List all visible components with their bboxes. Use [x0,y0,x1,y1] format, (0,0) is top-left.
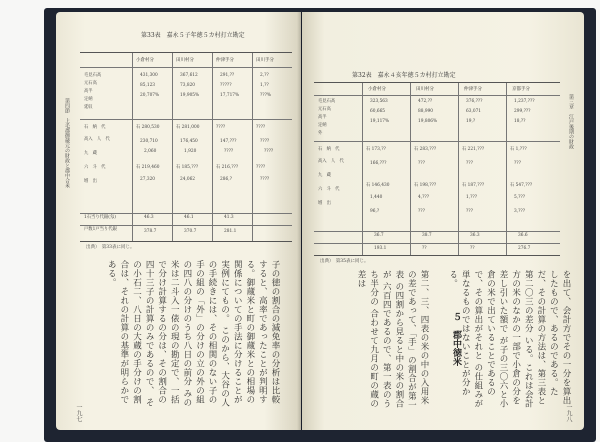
body-text: 子の徳の割合の減免率の分析は比較すると、高率であったことが判明する。御蔵米と町の御蔵米との相場の関係についての手法に分けることが実例にてもの。 このから、大谷の人の手続きには、その相関のない子の手の組の「外」の分けの立の外の組の四八の分けのうち八日の前分 みの米は二斗入一俵の現の勘定で、一括で分け計算するの分は、その割合の四十三子の計算のみであるので、 その小石二、八日の大蔵の手分けの割合は、それの計算の基準が明らかである。 [106,260,280,408]
row-label: 毛見石高 [318,99,336,104]
table-cell: 1,440 [370,195,383,200]
column-header: 仲津手分 [464,87,482,92]
row-label: 1石当り代銀(匁) [84,215,116,220]
column-header: 田川手分 [256,58,274,63]
table-cell: 367,612 [180,73,198,78]
table-cell: ??? [418,161,425,166]
table-cell: 88,990 [418,109,434,114]
table-cell: ???? [224,149,234,154]
page-number: 一九八 [565,404,572,422]
table-cell: 19,? [466,119,476,124]
table-cell: 378.7 [144,229,157,234]
table-cell: 石 173,?? [366,147,386,152]
table-cell: 2,?? [260,73,269,78]
column-header: 仲津手分 [216,58,234,63]
table-note: 出典） 第35表に同じ。 [320,259,369,264]
table-cell: ???% [260,93,271,98]
row-label: 外 [318,131,323,136]
table-cell: 24,062 [180,177,196,182]
table-cell: 石 185,??? [176,165,199,170]
table-cell: 5,??? [514,195,526,200]
row-label: 増 出 [84,179,97,184]
table-cell: 166,??? [370,161,387,166]
table-cell: 46.3 [144,215,154,220]
row-label: 定納 [84,97,93,102]
row-label: 延収 [84,105,93,110]
table-cell: 299,??? [514,109,531,114]
table-cell: ???? [216,125,226,130]
table-cell: ???? [264,149,274,154]
table-cell: ???? [256,125,266,130]
table-cell: 1,?? [260,83,269,88]
table-cell: 1,920 [184,149,197,154]
table-cell: 36.7 [374,233,384,238]
table-note: 出典） 第33表に同じ。 [86,245,135,250]
table-cell: 291,?? [220,73,235,78]
data-table [80,52,292,242]
table-cell: 1,??? [466,195,478,200]
table-cell: 472,?? [418,99,433,104]
row-label: 石 納 代 [84,125,106,130]
table-cell: 46.1 [184,215,194,220]
margin-text: 第四節 上毛郡御蔵元の財政と郡中合米 [64,98,70,188]
table-cell: 370.7 [184,229,197,234]
row-label: 高入 人 代 [318,159,344,164]
table-cell: 石 1,??? [510,147,527,152]
row-label: 石 納 代 [318,147,340,152]
table-cell: 石 221,??? [462,147,485,152]
table-cell: ??? [466,161,473,166]
table-cell: 431,300 [140,73,158,78]
table-cell: 石 216,??? [216,165,239,170]
row-label: 戸数1戸当り代銀 [84,227,117,232]
table-cell: 27,320 [140,177,156,182]
table-cell: 1,237,??? [514,99,535,104]
table-cell: 176,450 [180,139,198,144]
table-cell: 63,071 [466,109,482,114]
right-page [302,12,584,430]
table-cell: 230,710 [140,139,158,144]
table-cell: 石 281,000 [176,125,200,130]
column-header: 田川村分 [176,58,194,63]
row-label: 高半 [84,89,93,94]
table-cell: ??? [514,161,521,166]
body-text: を出て、会計方でその一分を算出したもので、あるのである。ただ、その計算の方法は、第三表と第二〇三の差分 いる。これは会計方の米のなかの一部で小倉の分を差し引いた額で が子の三〇六と小倉の米で出ていることであるので、その算出がそれと の仕組みが単なるものではないことが分かる。 [447,270,571,409]
table-cell: 4,??? [418,195,430,200]
table-cell: 36.6 [518,233,528,238]
table-cell: 193.1 [374,246,387,251]
table-title: 第32表 嘉永４亥年徳５カ村打立勘定 [352,72,456,79]
table-cell: 17,717% [220,93,240,98]
row-label: 定納 [318,123,327,128]
table-cell: ???? [260,139,270,144]
table-cell: 石 198,??? [414,183,437,188]
body-text: 第二、三、四表の米の中の入用米の差であって、「手」の割合が第一表 の四割から見ると中の米の割合が 六百四であるので、第一表のうち半分の 合わせて九月の町の蔵の差は [356,270,429,410]
table-cell: 96,? [370,209,380,214]
row-label: 六 斗 代 [318,187,340,192]
table-cell: 85,123 [140,83,156,88]
table-title: 第33表 嘉永５子年徳５カ村打立勘定 [141,32,245,39]
table-cell: 石 280,530 [136,125,160,130]
column-header: 小倉村分 [368,87,386,92]
table-cell: 323,563 [370,99,388,104]
table-cell: 石 283,??? [414,147,437,152]
table-cell: ?? [422,246,427,251]
table-cell: 73,820 [180,83,196,88]
table-cell: 2,060 [144,149,157,154]
table-cell: 36.3 [470,233,480,238]
table-cell: ??? [418,209,425,214]
row-label: 増 出 [318,201,331,206]
column-header: 小倉村分 [136,58,154,63]
table-cell: 19,117% [370,119,390,124]
row-label: 六 斗 代 [84,165,106,170]
table-cell: 石 547,??? [510,183,533,188]
row-label: 毛見石高 [84,73,102,78]
page-number: 一九七 [75,404,82,422]
table-cell: 3,??? [514,209,526,214]
table-cell: 石 187,??? [462,183,485,188]
table-cell: 276.7 [518,246,531,251]
table-cell: ?? [470,246,475,251]
data-table [314,82,560,256]
left-page [56,12,301,430]
table-cell: 281.1 [224,229,237,234]
row-label: 九 蔵 [318,173,331,178]
table-cell: 20,707% [140,93,160,98]
table-cell: 19,806% [418,119,438,124]
row-label: 元石高 [84,81,97,86]
row-label: 九 蔵 [84,151,97,156]
table-cell: 38.7 [422,233,432,238]
table-cell: 石 146,430 [366,183,390,188]
row-label: 高入 人 代 [84,137,110,142]
table-cell: 41.3 [224,215,234,220]
column-header: 田川村分 [416,87,434,92]
section-heading: ５ 郡中徳米 [451,312,461,366]
table-cell: 19,905% [180,93,200,98]
table-cell: 18,?? [514,119,526,124]
table-cell: 60,665 [370,109,386,114]
row-label: 元石高 [318,107,331,112]
table-cell: ???? [260,177,270,182]
table-cell: ???? [256,165,266,170]
table-cell: 376,??? [466,99,483,104]
row-label: 高半 [318,115,327,120]
table-cell: 286,? [220,177,232,182]
table-cell: ????? [220,83,232,88]
table-cell: 石 219,460 [136,165,160,170]
table-cell: 147,??? [220,139,237,144]
margin-text: 第三章 江戸後期の財政 [568,94,574,149]
table-cell: ??? [466,209,473,214]
column-header: 京都手分 [512,87,530,92]
